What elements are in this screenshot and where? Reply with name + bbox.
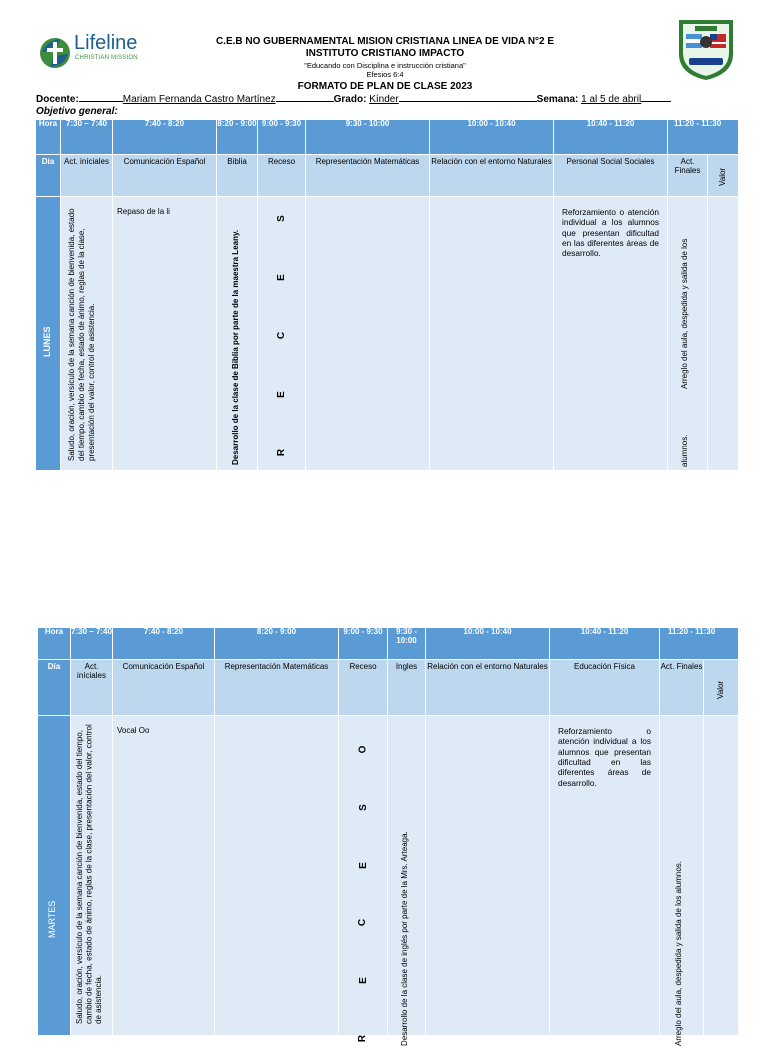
relacion-entorno-cell bbox=[426, 716, 550, 1036]
docente-label: Docente: bbox=[36, 94, 79, 105]
subject-cell: Act. Finales bbox=[668, 155, 708, 197]
subject-cell: Act. iníciales bbox=[71, 660, 113, 716]
subject-cell: Comunicación Español bbox=[113, 660, 215, 716]
lunes-plan-table bbox=[35, 119, 739, 471]
relacion-entorno-cell bbox=[430, 197, 554, 471]
personal-social-cell bbox=[554, 197, 668, 471]
valor-cell bbox=[708, 197, 739, 471]
subject-header-dia: Día bbox=[36, 155, 61, 197]
ingles-text: Desarrollo de la clase de inglés por parte de la Mrs. Arteaga. bbox=[400, 831, 409, 1046]
act-iniciales-cell bbox=[61, 197, 113, 471]
grado-label: Grado: bbox=[333, 94, 367, 105]
subject-header-dia: Día bbox=[38, 660, 71, 716]
lifeline-logo bbox=[38, 32, 150, 74]
receso-letters: S E C E R bbox=[275, 215, 287, 457]
time-header-hora: Hora bbox=[36, 120, 61, 155]
subject-cell: Representación Matemáticas bbox=[306, 155, 430, 197]
bible-verse: Efesios 6:4 bbox=[366, 70, 404, 79]
grado-value: Kínder bbox=[369, 94, 399, 105]
representacion-cell bbox=[215, 716, 339, 1036]
subject-cell: Ingles bbox=[388, 660, 426, 716]
educacion-fisica-text: Reforzamiento o atención individual a los alumnos que presentan dificultad en las diferentes áreas de desarrollo. bbox=[558, 726, 651, 788]
receso-letters: O S E C E R bbox=[357, 745, 369, 1043]
objetivo-label: Objetivo general: bbox=[36, 106, 118, 117]
time-slot: 9:00 - 9:30 bbox=[258, 120, 306, 155]
school-title: C.E.B NO GUBERNAMENTAL MISION CRISTIANA LINEA DE VIDA N°2 E bbox=[215, 36, 555, 47]
comunicacion-text: Repaso de la li bbox=[117, 207, 170, 216]
time-slot: 7:30 – 7:40 bbox=[61, 120, 113, 155]
time-slot: 10:00 - 10:40 bbox=[430, 120, 554, 155]
martes-time-row bbox=[38, 628, 739, 660]
lunes-subject-row bbox=[36, 155, 739, 197]
day-label: MARTES bbox=[47, 900, 57, 938]
semana-value: 1 al 5 de abril bbox=[581, 94, 642, 105]
logo-subtitle: CHRISTIAN MISSION bbox=[75, 55, 138, 61]
day-label: LUNES bbox=[42, 326, 52, 357]
time-slot: 10:00 - 10:40 bbox=[426, 628, 550, 660]
act-finales-cell bbox=[668, 197, 708, 471]
time-slot: 8:20 - 9:00 bbox=[217, 120, 258, 155]
subject-cell: Comunicación Español bbox=[113, 155, 217, 197]
time-slot: 8:20 - 9:00 bbox=[215, 628, 339, 660]
subject-cell: Receso bbox=[339, 660, 388, 716]
semana-label: Semana: bbox=[536, 94, 579, 105]
martes-plan-table bbox=[37, 627, 739, 1046]
educacion-fisica-cell bbox=[550, 716, 660, 1036]
ingles-cell bbox=[388, 716, 426, 1046]
biblia-text: Desarrollo de la clase de Biblia por parte de la maestra Leany. bbox=[231, 229, 240, 465]
comunicacion-cell bbox=[113, 716, 215, 1036]
time-header-hora: Hora bbox=[38, 628, 71, 660]
time-slot: 7:30 – 7:40 bbox=[71, 628, 113, 660]
logo-wordmark: Lifeline bbox=[74, 32, 138, 54]
docente-value: Mariam Fernanda Castro Martínez bbox=[122, 94, 276, 105]
time-slot: 9:30 - 10:00 bbox=[306, 120, 430, 155]
subject-cell: Receso bbox=[258, 155, 306, 197]
act-iniciales-cell bbox=[71, 716, 113, 1036]
time-slot: 7:40 - 8:20 bbox=[113, 628, 215, 660]
subject-cell-valor: Valor bbox=[704, 660, 739, 716]
lunes-time-row bbox=[36, 120, 739, 155]
martes-content-row bbox=[38, 716, 739, 1036]
act-iniciales-text: Saludo, oración, versículo de la semana canción de bienvenida, estado del tiempo, cambio de fecha, estado de ánimo, reglas de la clase, presentación del valor, control de asistencia. bbox=[75, 724, 104, 1024]
subject-cell-valor: Valor bbox=[708, 155, 739, 197]
biblia-cell bbox=[217, 197, 258, 471]
subject-cell: Relación con el entorno Naturales bbox=[430, 155, 554, 197]
valor-cell bbox=[704, 716, 739, 1036]
subject-cell: Relación con el entorno Naturales bbox=[426, 660, 550, 716]
receso-cell bbox=[339, 716, 388, 1043]
personal-social-text: Reforzamiento o atención individual a los alumnos que presentan dificultad en las diferentes áreas de desarrollo. bbox=[562, 207, 659, 259]
subject-cell: Act. Finales bbox=[660, 660, 704, 716]
day-label-cell bbox=[36, 197, 61, 471]
docente-line bbox=[36, 94, 736, 105]
act-iniciales-text: Saludo, oración, versículo de la semana canción de bienvenida, estado del tiempo, cambio de fecha, estado de ánimo, reglas de la clase, presentación del valor, control de asistencia. bbox=[67, 208, 96, 461]
subject-cell: Representación Matemáticas bbox=[215, 660, 339, 716]
act-finales-text: Arreglo del aula, despedida y salida de los bbox=[680, 238, 689, 389]
subject-cell: Act. iníciales bbox=[61, 155, 113, 197]
time-slot: 11:20 - 11:30 bbox=[668, 120, 739, 155]
time-slot: 10:40 - 11:20 bbox=[550, 628, 660, 660]
institute-title: INSTITUTO CRISTIANO IMPACTO bbox=[305, 48, 465, 59]
time-slot: 7:40 - 8:20 bbox=[113, 120, 217, 155]
act-finales-cell bbox=[660, 716, 704, 1046]
day-label-cell bbox=[38, 716, 71, 1036]
school-seal-icon bbox=[675, 16, 737, 82]
lunes-content-row bbox=[36, 197, 739, 471]
subject-cell: Biblia bbox=[217, 155, 258, 197]
comunicacion-cell bbox=[113, 197, 217, 471]
document-title: FORMATO DE PLAN DE CLASE 2023 bbox=[297, 81, 473, 92]
act-finales-text-2: alumnos. bbox=[680, 434, 689, 467]
time-slot: 9:30 - 10:00 bbox=[388, 628, 426, 660]
time-slot: 10:40 - 11:20 bbox=[554, 120, 668, 155]
act-finales-text: Arreglo del aula, despedida y salida de los alumnos. bbox=[674, 860, 683, 1046]
motto: "Educando con Disciplina e instrucción cristiana" bbox=[304, 61, 466, 70]
subject-cell: Educación Física bbox=[550, 660, 660, 716]
objetivo-line bbox=[36, 106, 118, 117]
subject-cell: Personal Social Sociales bbox=[554, 155, 668, 197]
receso-cell bbox=[258, 197, 306, 471]
comunicacion-text: Vocal Oo bbox=[117, 726, 150, 735]
time-slot: 11:20 - 11:30 bbox=[660, 628, 739, 660]
representacion-cell bbox=[306, 197, 430, 471]
martes-subject-row bbox=[38, 660, 739, 716]
lifeline-emblem-icon bbox=[38, 34, 72, 72]
time-slot: 9:00 - 9:30 bbox=[339, 628, 388, 660]
